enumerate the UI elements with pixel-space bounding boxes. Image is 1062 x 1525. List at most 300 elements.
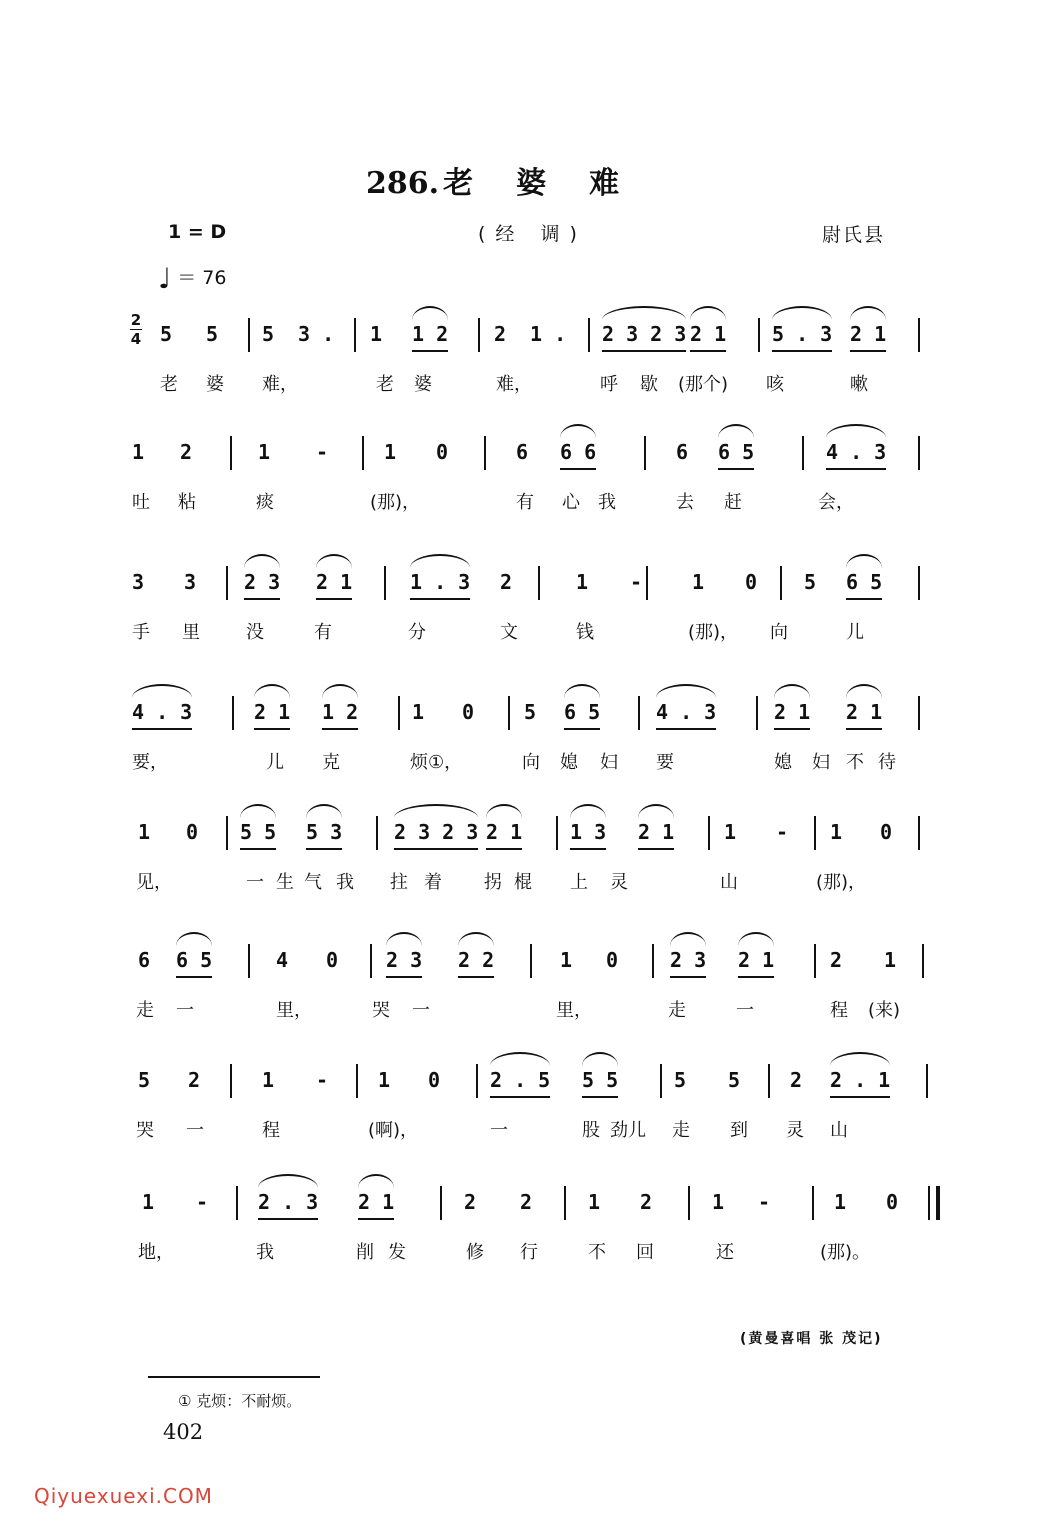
slur-mark bbox=[412, 306, 448, 320]
note-group: 2 bbox=[520, 1190, 533, 1214]
beam-line bbox=[690, 350, 726, 352]
note-group: 5 5 bbox=[240, 820, 277, 844]
mode-label: (经 调) bbox=[478, 223, 587, 245]
lyric-syllable: 儿 bbox=[266, 752, 284, 773]
bar-line bbox=[814, 816, 816, 850]
credit-line: (黄曼喜唱 张 茂记) bbox=[740, 1331, 883, 1347]
lyric-syllable: (那个) bbox=[678, 374, 729, 395]
beam-line bbox=[846, 728, 882, 730]
note-group: 5 bbox=[138, 1068, 151, 1092]
beam-line bbox=[602, 350, 686, 352]
score-line bbox=[0, 440, 1062, 520]
beam-line bbox=[254, 728, 290, 730]
slur-mark bbox=[846, 554, 882, 568]
lyric-syllable: 我 bbox=[336, 872, 354, 893]
lyric-syllable: 咳 bbox=[766, 374, 784, 395]
beam-line bbox=[176, 976, 212, 978]
lyric-syllable: 里， bbox=[276, 1000, 312, 1021]
lyric-syllable: 嗽 bbox=[850, 374, 868, 395]
slur-mark bbox=[638, 804, 674, 818]
lyric-syllable: 走 bbox=[672, 1120, 690, 1141]
bar-line bbox=[588, 318, 590, 352]
note-group: - bbox=[758, 1190, 771, 1214]
beam-line bbox=[826, 468, 886, 470]
slur-mark bbox=[254, 684, 290, 698]
score-line bbox=[0, 948, 1062, 1028]
bar-line bbox=[758, 318, 760, 352]
note-group: 0 bbox=[880, 820, 893, 844]
note-group: 1 bbox=[378, 1068, 391, 1092]
note-group: 0 bbox=[436, 440, 449, 464]
note-group: 6 5 bbox=[718, 440, 755, 464]
note-group: 2 bbox=[500, 570, 513, 594]
score-line bbox=[0, 700, 1062, 780]
lyric-syllable: 一 bbox=[176, 1000, 194, 1021]
lyric-syllable: 回 bbox=[636, 1242, 654, 1263]
lyric-syllable: 不 bbox=[846, 752, 864, 773]
lyric-syllable: (那)。 bbox=[820, 1242, 871, 1263]
lyric-syllable: 一 bbox=[246, 872, 264, 893]
lyric-syllable: 有 bbox=[314, 622, 332, 643]
slur-mark bbox=[718, 424, 754, 438]
bar-line bbox=[230, 436, 232, 470]
lyric-syllable: 我 bbox=[256, 1242, 274, 1263]
note-group: 2 3 bbox=[386, 948, 423, 972]
bar-line bbox=[918, 566, 920, 600]
note-group: 3 bbox=[184, 570, 197, 594]
note-group: 0 bbox=[186, 820, 199, 844]
note-group: 4 . 3 bbox=[826, 440, 887, 464]
beam-line bbox=[410, 598, 470, 600]
note-group: - bbox=[316, 1068, 329, 1092]
note-group: 5 bbox=[674, 1068, 687, 1092]
bar-line bbox=[814, 944, 816, 978]
lyric-syllable: 哭 bbox=[136, 1120, 154, 1141]
bar-line bbox=[226, 566, 228, 600]
slur-mark bbox=[306, 804, 342, 818]
beam-line bbox=[132, 728, 192, 730]
note-group: - bbox=[776, 820, 789, 844]
note-group: 5 bbox=[206, 322, 219, 346]
note-group: 0 bbox=[428, 1068, 441, 1092]
note-group: 2 bbox=[464, 1190, 477, 1214]
footnote: ① 克烦：不耐烦。 bbox=[178, 1392, 302, 1410]
slur-mark bbox=[132, 684, 192, 698]
note-group: 1 3 bbox=[570, 820, 607, 844]
time-signature-top: 2 bbox=[130, 311, 142, 329]
title-char: 难 bbox=[589, 166, 621, 201]
note-group: 6 5 bbox=[846, 570, 883, 594]
note-group: 2 . 3 bbox=[258, 1190, 319, 1214]
bar-line bbox=[688, 1186, 690, 1220]
note-group: 3 . bbox=[298, 322, 335, 346]
beam-line bbox=[258, 1218, 318, 1220]
title-char: 老 bbox=[443, 166, 475, 201]
lyric-syllable: 灵 bbox=[786, 1120, 804, 1141]
note-group: 2 1 bbox=[690, 322, 727, 346]
note-group: 2 bbox=[830, 948, 843, 972]
lyric-syllable: 削 bbox=[356, 1242, 374, 1263]
note-group: 4 bbox=[276, 948, 289, 972]
note-group: 2 3 bbox=[244, 570, 281, 594]
bar-line bbox=[376, 816, 378, 850]
note-group: 6 bbox=[516, 440, 529, 464]
note-group: 5 . 3 bbox=[772, 322, 833, 346]
bar-line bbox=[484, 436, 486, 470]
note-group: 1 bbox=[830, 820, 843, 844]
lyric-syllable: 一 bbox=[736, 1000, 754, 1021]
note-group: 2 1 bbox=[638, 820, 675, 844]
slur-mark bbox=[564, 684, 600, 698]
lyric-syllable: 婆 bbox=[414, 374, 432, 395]
beam-line bbox=[394, 848, 478, 850]
lyric-syllable: 着 bbox=[424, 872, 442, 893]
note-group: 5 bbox=[160, 322, 173, 346]
note-group: 2 1 bbox=[254, 700, 291, 724]
lyric-syllable: 妇 bbox=[812, 752, 830, 773]
note-group: 1 bbox=[258, 440, 271, 464]
note-group: 0 bbox=[606, 948, 619, 972]
bar-line bbox=[356, 1064, 358, 1098]
page-number: 402 bbox=[163, 1420, 204, 1444]
bar-line bbox=[564, 1186, 566, 1220]
lyric-syllable: 粘 bbox=[178, 492, 196, 513]
note-group: 6 5 bbox=[176, 948, 213, 972]
slur-mark bbox=[458, 932, 494, 946]
score-line bbox=[0, 570, 1062, 650]
beam-line bbox=[638, 848, 674, 850]
slur-mark bbox=[240, 804, 276, 818]
bar-line bbox=[812, 1186, 814, 1220]
time-signature-bottom: 4 bbox=[130, 330, 142, 348]
lyric-syllable: 妇 bbox=[600, 752, 618, 773]
note-group: - bbox=[316, 440, 329, 464]
lyric-syllable: 钱 bbox=[576, 622, 594, 643]
lyric-syllable: 心 bbox=[562, 492, 580, 513]
lyric-syllable: 向 bbox=[770, 622, 788, 643]
note-group: 1 bbox=[132, 440, 145, 464]
slur-mark bbox=[410, 554, 470, 568]
lyric-syllable: 老 bbox=[376, 374, 394, 395]
lyric-syllable: 程 bbox=[262, 1120, 280, 1141]
lyric-syllable: 待 bbox=[878, 752, 896, 773]
note-group: 1 . bbox=[530, 322, 567, 346]
note-group: - bbox=[630, 570, 643, 594]
bar-line bbox=[248, 944, 250, 978]
bar-line bbox=[478, 318, 480, 352]
bar-line bbox=[652, 944, 654, 978]
score-line bbox=[0, 322, 1062, 402]
bar-line bbox=[440, 1186, 442, 1220]
note-group: 2 2 bbox=[458, 948, 495, 972]
lyric-syllable: 一 bbox=[186, 1120, 204, 1141]
bar-line bbox=[708, 816, 710, 850]
note-group: 2 . 1 bbox=[830, 1068, 891, 1092]
note-group: 0 bbox=[462, 700, 475, 724]
lyric-syllable: 一 bbox=[490, 1120, 508, 1141]
beam-line bbox=[490, 1096, 550, 1098]
lyric-syllable: 没 bbox=[246, 622, 264, 643]
note-group: 1 bbox=[884, 948, 897, 972]
slur-mark bbox=[830, 1052, 890, 1066]
note-group: - bbox=[196, 1190, 209, 1214]
lyric-syllable: 拄 bbox=[390, 872, 408, 893]
bar-line bbox=[638, 696, 640, 730]
note-group: 1 bbox=[560, 948, 573, 972]
score-line bbox=[0, 1068, 1062, 1148]
slur-mark bbox=[176, 932, 212, 946]
lyric-syllable: 山 bbox=[830, 1120, 848, 1141]
lyric-syllable: 要 bbox=[656, 752, 674, 773]
lyric-syllable: 老 bbox=[160, 374, 178, 395]
lyric-syllable: 有 bbox=[516, 492, 534, 513]
lyric-syllable: 赶 bbox=[724, 492, 742, 513]
slur-mark bbox=[772, 306, 832, 320]
beam-line bbox=[240, 848, 276, 850]
bar-line bbox=[768, 1064, 770, 1098]
lyric-syllable: 难， bbox=[496, 374, 532, 395]
note-group: 4 . 3 bbox=[132, 700, 193, 724]
note-group: 2 bbox=[180, 440, 193, 464]
note-group: 4 . 3 bbox=[656, 700, 717, 724]
bar-line bbox=[922, 944, 924, 978]
lyric-syllable: (那)， bbox=[370, 492, 421, 513]
bar-line bbox=[236, 1186, 238, 1220]
song-title bbox=[366, 158, 662, 202]
note-group: 1 bbox=[138, 820, 151, 844]
lyric-syllable: 走 bbox=[668, 1000, 686, 1021]
slur-mark bbox=[490, 1052, 550, 1066]
slur-mark bbox=[316, 554, 352, 568]
slur-mark bbox=[582, 1052, 618, 1066]
lyric-syllable: 程 bbox=[830, 1000, 848, 1021]
beam-line bbox=[570, 848, 606, 850]
lyric-syllable: 发 bbox=[388, 1242, 406, 1263]
lyric-syllable: 地， bbox=[138, 1242, 174, 1263]
note-group: 1 bbox=[724, 820, 737, 844]
bar-line bbox=[476, 1064, 478, 1098]
slur-mark bbox=[602, 306, 686, 320]
beam-line bbox=[560, 468, 596, 470]
bar-line bbox=[644, 436, 646, 470]
beam-line bbox=[670, 976, 706, 978]
bar-line bbox=[398, 696, 400, 730]
slur-mark bbox=[244, 554, 280, 568]
note-group: 6 6 bbox=[560, 440, 597, 464]
note-group: 2 bbox=[790, 1068, 803, 1092]
bar-line bbox=[226, 816, 228, 850]
bar-line bbox=[918, 436, 920, 470]
beam-line bbox=[772, 350, 832, 352]
slur-mark bbox=[846, 684, 882, 698]
note-group: 2 1 bbox=[850, 322, 887, 346]
lyric-syllable: 哭 bbox=[372, 1000, 390, 1021]
bar-line bbox=[384, 566, 386, 600]
note-group: 2 1 bbox=[358, 1190, 395, 1214]
note-group: 2 3 2 3 bbox=[602, 322, 687, 346]
note-group: 1 bbox=[588, 1190, 601, 1214]
note-group: 2 3 2 3 bbox=[394, 820, 479, 844]
quarter-note-icon: ♩ bbox=[158, 262, 172, 295]
lyric-syllable: 一 bbox=[412, 1000, 430, 1021]
lyric-syllable: (那)， bbox=[688, 622, 739, 643]
slur-mark bbox=[386, 932, 422, 946]
slur-mark bbox=[258, 1174, 318, 1188]
note-group: 5 bbox=[804, 570, 817, 594]
note-group: 2 . 5 bbox=[490, 1068, 551, 1092]
lyric-syllable: 向 bbox=[522, 752, 540, 773]
bar-line bbox=[918, 816, 920, 850]
note-group: 3 bbox=[132, 570, 145, 594]
note-group: 2 bbox=[640, 1190, 653, 1214]
lyric-syllable: 手 bbox=[132, 622, 150, 643]
slur-mark bbox=[358, 1174, 394, 1188]
lyric-syllable: 吐 bbox=[132, 492, 150, 513]
slur-mark bbox=[560, 424, 596, 438]
note-group: 1 bbox=[834, 1190, 847, 1214]
note-group: 1 bbox=[576, 570, 589, 594]
beam-line bbox=[244, 598, 280, 600]
lyric-syllable: 灵 bbox=[610, 872, 628, 893]
bar-line bbox=[926, 1064, 928, 1098]
bar-line bbox=[780, 566, 782, 600]
slur-mark bbox=[322, 684, 358, 698]
note-group: 1 bbox=[370, 322, 383, 346]
note-group: 2 1 bbox=[846, 700, 883, 724]
slur-mark bbox=[690, 306, 726, 320]
note-group: 1 2 bbox=[322, 700, 359, 724]
note-group: 1 bbox=[262, 1068, 275, 1092]
beam-line bbox=[850, 350, 886, 352]
beam-line bbox=[846, 598, 882, 600]
beam-line bbox=[718, 468, 754, 470]
lyric-syllable: 分 bbox=[408, 622, 426, 643]
note-group: 6 5 bbox=[564, 700, 601, 724]
note-group: 5 5 bbox=[582, 1068, 619, 1092]
note-group: 0 bbox=[886, 1190, 899, 1214]
note-group: 0 bbox=[745, 570, 758, 594]
lyric-syllable: 歇 bbox=[640, 374, 658, 395]
beam-line bbox=[656, 728, 716, 730]
beam-line bbox=[358, 1218, 394, 1220]
note-group: 2 1 bbox=[738, 948, 775, 972]
title-char: 婆 bbox=[516, 166, 548, 201]
score-line bbox=[0, 1190, 1062, 1270]
note-group: 1 . 3 bbox=[410, 570, 471, 594]
bar-line bbox=[354, 318, 356, 352]
beam-line bbox=[774, 728, 810, 730]
lyric-syllable: 见， bbox=[136, 872, 172, 893]
lyric-syllable: 还 bbox=[716, 1242, 734, 1263]
lyric-syllable: 媳 bbox=[560, 752, 578, 773]
bar-line bbox=[370, 944, 372, 978]
tempo-value: ＝ 76 bbox=[177, 267, 227, 289]
slur-mark bbox=[394, 804, 478, 818]
beam-line bbox=[412, 350, 448, 352]
bar-line bbox=[508, 696, 510, 730]
lyric-syllable: 里 bbox=[182, 622, 200, 643]
bar-line bbox=[232, 696, 234, 730]
bar-line bbox=[918, 318, 920, 352]
bar-line bbox=[802, 436, 804, 470]
bar-line bbox=[556, 816, 558, 850]
note-group: 2 1 bbox=[774, 700, 811, 724]
bar-line bbox=[646, 566, 648, 600]
note-group: 2 bbox=[188, 1068, 201, 1092]
bar-line bbox=[530, 944, 532, 978]
lyric-syllable: 生 bbox=[276, 872, 294, 893]
beam-line bbox=[738, 976, 774, 978]
lyric-syllable: 会， bbox=[818, 492, 854, 513]
beam-line bbox=[564, 728, 600, 730]
note-group: 2 3 bbox=[670, 948, 707, 972]
bar-line bbox=[230, 1064, 232, 1098]
note-group: 2 1 bbox=[486, 820, 523, 844]
note-group: 5 bbox=[728, 1068, 741, 1092]
beam-line bbox=[830, 1096, 890, 1098]
note-group: 2 bbox=[494, 322, 507, 346]
lyric-syllable: 走 bbox=[136, 1000, 154, 1021]
note-group: 6 bbox=[138, 948, 151, 972]
bar-line bbox=[928, 1186, 940, 1220]
lyric-syllable: 行 bbox=[520, 1242, 538, 1263]
score-line bbox=[0, 820, 1062, 900]
bar-line bbox=[248, 318, 250, 352]
lyric-syllable: 痰 bbox=[256, 492, 274, 513]
lyric-syllable: 山 bbox=[720, 872, 738, 893]
lyric-syllable: 婆 bbox=[206, 374, 224, 395]
note-group: 5 bbox=[524, 700, 537, 724]
lyric-syllable: 里， bbox=[556, 1000, 592, 1021]
tempo-marking bbox=[158, 262, 226, 295]
slur-mark bbox=[850, 306, 886, 320]
slur-mark bbox=[670, 932, 706, 946]
slur-mark bbox=[486, 804, 522, 818]
song-number: 286. bbox=[366, 166, 440, 201]
lyric-syllable: 儿 bbox=[846, 622, 864, 643]
note-group: 1 2 bbox=[412, 322, 449, 346]
note-group: 5 3 bbox=[306, 820, 343, 844]
note-group: 1 bbox=[412, 700, 425, 724]
beam-line bbox=[582, 1096, 618, 1098]
lyric-syllable: 上 bbox=[570, 872, 588, 893]
lyric-syllable: 修 bbox=[466, 1242, 484, 1263]
lyric-syllable: 克 bbox=[322, 752, 340, 773]
bar-line bbox=[362, 436, 364, 470]
bar-line bbox=[918, 696, 920, 730]
lyric-syllable: 呼 bbox=[600, 374, 618, 395]
lyric-syllable: 我 bbox=[598, 492, 616, 513]
footnote-rule bbox=[148, 1376, 320, 1378]
slur-mark bbox=[774, 684, 810, 698]
bar-line bbox=[538, 566, 540, 600]
note-group: 1 bbox=[692, 570, 705, 594]
lyric-syllable: (那)， bbox=[816, 872, 867, 893]
lyric-syllable: 要， bbox=[132, 752, 168, 773]
lyric-syllable: 去 bbox=[676, 492, 694, 513]
lyric-syllable: 文 bbox=[500, 622, 518, 643]
slur-mark bbox=[656, 684, 716, 698]
beam-line bbox=[316, 598, 352, 600]
slur-mark bbox=[738, 932, 774, 946]
lyric-syllable: 劲儿 bbox=[610, 1120, 646, 1141]
lyric-syllable: 股 bbox=[582, 1120, 600, 1141]
note-group: 6 bbox=[676, 440, 689, 464]
lyric-syllable: 拐 bbox=[484, 872, 502, 893]
bar-line bbox=[756, 696, 758, 730]
lyric-syllable: 棍 bbox=[514, 872, 532, 893]
origin-label: 尉氏县 bbox=[822, 224, 886, 246]
